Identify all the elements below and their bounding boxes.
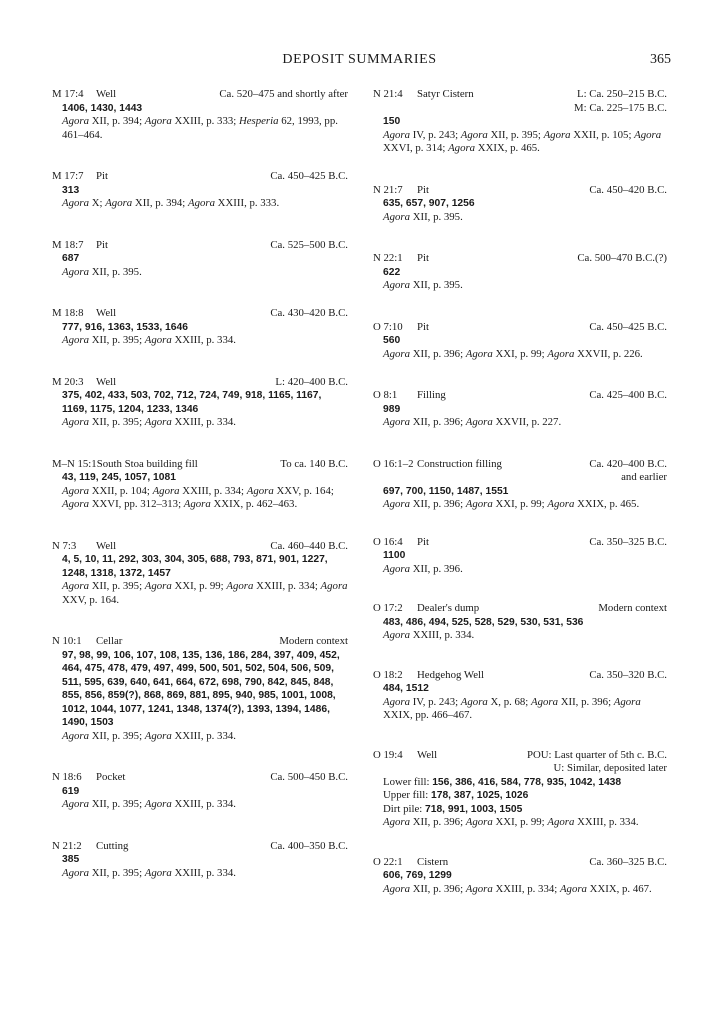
- catalog-numbers: 697, 700, 1150, 1487, 1551: [383, 485, 509, 497]
- catalog-numbers: 777, 916, 1363, 1533, 1646: [62, 321, 188, 333]
- bibliography-refs: Agora XII, p. 395.: [62, 265, 142, 278]
- deposit-header: [52, 88, 348, 102]
- deposit-label: [373, 749, 437, 763]
- deposit-label: [373, 669, 484, 683]
- left-column: [52, 88, 348, 880]
- deposit-label: [52, 239, 108, 253]
- journal-title: Agora: [383, 882, 410, 895]
- deposit-date: Ca. 350–325 B.C.: [589, 535, 667, 548]
- deposit-date: Modern context: [279, 635, 348, 647]
- bibliography-refs: Agora XXII, p. 104; Agora XXIII, p. 334; Agora XXV, p. 164; Agora XXVI, pp. 312–313; Agora XXIX, p. 462–463.: [62, 484, 334, 510]
- deposit-label: [52, 771, 125, 785]
- deposit-header: [52, 458, 348, 472]
- catalog-numbers: 606, 769, 1299: [383, 870, 452, 881]
- deposit-date: Ca. 500–450 B.C.: [270, 771, 348, 783]
- bibliography-refs: Agora XII, p. 396; Agora XXI, p. 99; Agora XXIX, p. 465.: [383, 498, 640, 510]
- catalog-numbers: 43, 119, 245, 1057, 1081: [62, 472, 176, 483]
- deposit-id: O 22:1: [373, 855, 403, 868]
- deposit-type: Satyr Cistern: [417, 88, 474, 100]
- journal-title: Agora: [383, 498, 410, 510]
- catalog-numbers: 1406, 1430, 1443: [62, 102, 143, 114]
- deposit-entry: [373, 856, 667, 897]
- deposit-id: M–N 15:1: [52, 457, 97, 470]
- deposit-header: [373, 88, 667, 115]
- deposit-label: [373, 321, 429, 335]
- deposit-header: [52, 307, 348, 321]
- bibliography-refs: Agora XII, p. 395; Agora XXIII, p. 334.: [62, 416, 236, 428]
- journal-title: Agora: [62, 416, 89, 428]
- deposit-entry: [52, 88, 348, 142]
- deposit-date: Ca. 420–400 B.C. and earlier: [589, 457, 667, 483]
- journal-title: Agora: [62, 580, 89, 592]
- deposit-entry: [52, 540, 348, 608]
- deposit-id: O 16:1–2: [373, 457, 414, 470]
- subfill-line: [383, 776, 667, 790]
- deposit-type: Cistern: [417, 855, 449, 868]
- journal-title: Agora: [383, 816, 410, 828]
- deposit-type: Dealer's dump: [417, 602, 480, 614]
- deposit-type: Construction filling: [417, 457, 502, 470]
- deposit-date: Ca. 350–320 B.C.: [589, 668, 667, 681]
- journal-title: Agora: [320, 580, 348, 592]
- deposit-header: [373, 856, 667, 870]
- bibliography-refs: Agora XII, p. 395.: [383, 279, 463, 291]
- deposit-id: M 20:3: [52, 375, 84, 388]
- journal-title: Agora: [246, 484, 274, 497]
- catalog-numbers: 313: [62, 184, 80, 196]
- journal-title: Agora: [105, 197, 133, 209]
- deposit-header: [52, 239, 348, 253]
- deposit-label: [52, 540, 116, 554]
- deposit-entry: [52, 307, 348, 348]
- deposit-entry: [373, 669, 667, 723]
- catalog-numbers: 622: [383, 266, 401, 278]
- journal-title: Agora: [62, 729, 89, 742]
- bibliography-refs: Agora X; Agora XII, p. 394; Agora XXIII, p. 333.: [62, 197, 280, 209]
- deposit-type: Pit: [417, 183, 430, 196]
- deposit-entry: [373, 602, 667, 643]
- journal-title: Agora: [144, 866, 172, 879]
- deposit-label: [52, 307, 116, 321]
- journal-title: Agora: [62, 798, 89, 810]
- journal-title: Agora: [383, 279, 410, 291]
- journal-title: Agora: [62, 115, 89, 127]
- bibliography-refs: Agora XII, p. 396; Agora XXIII, p. 334; Agora XXIX, p. 467.: [383, 882, 652, 895]
- catalog-numbers: 1100: [383, 550, 406, 561]
- deposit-date: Ca. 460–440 B.C.: [270, 539, 348, 552]
- deposit-id: O 7:10: [373, 320, 403, 333]
- deposit-id: M 17:4: [52, 88, 84, 100]
- bibliography-refs: Agora XII, p. 396; Agora XXVII, p. 227.: [383, 416, 562, 428]
- deposit-entry: [52, 771, 348, 812]
- deposit-label: [373, 252, 429, 266]
- deposit-date: Modern context: [598, 602, 667, 614]
- subfill-label: Lower fill:: [383, 775, 430, 788]
- deposit-type: Cellar: [96, 635, 123, 647]
- deposit-label: [373, 88, 474, 102]
- journal-title: Agora: [634, 128, 662, 141]
- bibliography-refs: Agora XII, p. 395; Agora XXIII, p. 334.: [62, 798, 236, 810]
- right-column: [373, 88, 667, 896]
- journal-title: Agora: [383, 347, 410, 360]
- running-header: [0, 52, 719, 72]
- deposit-label: [373, 856, 448, 870]
- catalog-numbers: 484, 1512: [383, 683, 429, 694]
- deposit-id: M 18:7: [52, 238, 84, 251]
- deposit-type: Filling: [417, 389, 446, 401]
- deposit-type: Well: [96, 88, 117, 100]
- deposit-type: Well: [96, 375, 117, 388]
- deposit-type: Pocket: [96, 771, 126, 783]
- journal-title: Agora: [547, 816, 575, 828]
- subfill-catalog: 178, 387, 1025, 1026: [430, 790, 529, 801]
- deposit-type: Pit: [96, 170, 109, 182]
- deposit-label: [373, 602, 479, 616]
- deposit-date: Ca. 525–500 B.C.: [270, 238, 348, 251]
- running-title: DEPOSIT SUMMARIES: [282, 52, 437, 67]
- deposit-date: To ca. 140 B.C.: [280, 457, 348, 470]
- journal-title: Agora: [383, 695, 410, 708]
- deposit-header: [52, 540, 348, 554]
- bibliography-refs: Agora XII, p. 395; Agora XXIII, p. 334.: [62, 866, 236, 879]
- bibliography-refs: Agora XII, p. 395; Agora XXIII, p. 334.: [62, 729, 236, 742]
- deposit-label: [52, 840, 128, 854]
- journal-title: Agora: [465, 347, 493, 360]
- journal-title: Agora: [144, 798, 172, 810]
- bibliography-refs: Agora XII, p. 396; Agora XXI, p. 99; Agora XXIII, p. 334.: [383, 816, 639, 828]
- subfill-line: [383, 789, 667, 803]
- deposit-entry: [52, 239, 348, 280]
- catalog-numbers: 4, 5, 10, 11, 292, 303, 304, 305, 688, 793, 871, 901, 1227, 1248, 1318, 1372, 1457: [62, 554, 328, 579]
- deposit-label: [52, 635, 122, 649]
- deposit-label: [52, 376, 116, 390]
- journal-title: Agora: [62, 197, 89, 209]
- deposit-entry: [373, 252, 667, 293]
- deposit-date: Ca. 425–400 B.C.: [589, 389, 667, 401]
- journal-title: Agora: [144, 334, 172, 346]
- catalog-numbers: 97, 98, 99, 106, 107, 108, 135, 136, 186, 284, 397, 409, 452, 464, 475, 478, 479, 497, 499, 500, 501, 502, 504, 506, 509, 511, 595, 639, 640, 641, 664, 672, 698, 790, 842, 845, 848, 855, 856, 859(?), 868, 869, 881, 895, 940, 985, 1001, 1008, 1012, 1044, 1077, 1241, 1348, 1374(?), 1393, 1394, 1486, 1490, 1503: [62, 649, 340, 728]
- journal-title: Agora: [62, 484, 89, 497]
- deposit-id: N 10:1: [52, 635, 82, 647]
- deposit-id: O 18:2: [373, 668, 403, 681]
- deposit-entry: [373, 184, 667, 225]
- deposit-id: N 21:7: [373, 183, 403, 196]
- deposit-entry: [52, 376, 348, 430]
- deposit-id: N 18:6: [52, 771, 82, 783]
- deposit-header: [373, 602, 667, 616]
- deposit-date: Ca. 360–325 B.C.: [589, 855, 667, 868]
- catalog-numbers: 687: [62, 253, 80, 264]
- deposit-type: Well: [417, 748, 438, 761]
- deposit-entry: [373, 88, 667, 156]
- journal-title: Agora: [383, 416, 410, 428]
- deposit-label: [52, 170, 108, 184]
- deposit-id: N 22:1: [373, 252, 403, 264]
- subfill-catalog: 156, 386, 416, 584, 778, 935, 1042, 1438: [432, 776, 622, 788]
- deposit-header: [373, 389, 667, 403]
- deposit-header: [52, 840, 348, 854]
- journal-title: Hesperia: [238, 115, 279, 127]
- deposit-label: [52, 88, 116, 102]
- deposit-type: Well: [96, 539, 117, 552]
- bibliography-refs: Agora IV, p. 243; Agora XII, p. 395; Agora XXII, p. 105; Agora XXVI, p. 314; Agora XXIX, p. 465.: [383, 128, 662, 154]
- deposit-entry: [52, 840, 348, 881]
- deposit-type: Well: [96, 307, 117, 319]
- deposit-header: [52, 170, 348, 184]
- journal-title: Agora: [465, 498, 493, 510]
- bibliography-refs: Agora XII, p. 396.: [383, 562, 463, 575]
- deposit-date: POU: Last quarter of 5th c. B.C. U: Similar, deposited later: [526, 748, 667, 774]
- subfill-line: [383, 803, 667, 817]
- catalog-numbers: 619: [62, 785, 80, 797]
- deposit-header: [373, 536, 667, 550]
- deposit-id: N 21:4: [373, 88, 403, 100]
- deposit-date: Ca. 400–350 B.C.: [270, 839, 348, 852]
- deposit-label: [373, 458, 502, 472]
- deposit-label: [373, 184, 429, 198]
- deposit-id: O 16:4: [373, 535, 403, 548]
- journal-title: Agora: [531, 695, 558, 708]
- bibliography-refs: Agora XII, p. 395.: [383, 210, 463, 223]
- deposit-header: [373, 669, 667, 683]
- bibliography-refs: Agora IV, p. 243; Agora X, p. 68; Agora XII, p. 396; Agora XXIX, pp. 466–467.: [383, 695, 641, 721]
- journal-title: Agora: [547, 347, 575, 360]
- deposit-date: Ca. 520–475 and shortly after: [219, 88, 348, 100]
- journal-title: Agora: [383, 629, 410, 641]
- bibliography-refs: Agora XII, p. 394; Agora XXIII, p. 333; Hesperia 62, 1993, pp. 461–464.: [62, 115, 338, 141]
- journal-title: Agora: [383, 562, 410, 575]
- deposit-id: M 18:8: [52, 307, 84, 319]
- deposit-date: Ca. 450–420 B.C.: [589, 183, 667, 196]
- journal-title: Agora: [226, 580, 254, 592]
- journal-title: Agora: [144, 416, 172, 428]
- journal-title: Agora: [152, 484, 180, 497]
- page-number: 365: [650, 52, 671, 67]
- journal-title: Agora: [460, 695, 488, 708]
- deposit-entry: [373, 458, 667, 512]
- journal-title: Agora: [62, 498, 89, 510]
- subfill-label: Upper fill:: [383, 789, 429, 801]
- journal-title: Agora: [559, 882, 587, 895]
- deposit-id: N 21:2: [52, 839, 82, 852]
- deposit-type: Cutting: [96, 839, 129, 852]
- deposit-type: Pit: [417, 320, 430, 333]
- journal-title: Agora: [465, 882, 493, 895]
- deposit-entry: [373, 321, 667, 362]
- catalog-numbers: 385: [62, 854, 80, 865]
- deposit-header: [373, 252, 667, 266]
- journal-title: Agora: [383, 128, 410, 141]
- journal-title: Agora: [465, 416, 493, 428]
- bibliography-refs: Agora XII, p. 395; Agora XXI, p. 99; Agora XXIII, p. 334; Agora XXV, p. 164.: [62, 580, 348, 606]
- bibliography-refs: Agora XII, p. 396; Agora XXI, p. 99; Agora XXVII, p. 226.: [383, 347, 643, 360]
- journal-title: Agora: [144, 729, 172, 742]
- catalog-numbers: 560: [383, 335, 401, 346]
- deposit-date: Ca. 450–425 B.C.: [270, 170, 348, 182]
- deposit-date: Ca. 450–425 B.C.: [589, 320, 667, 333]
- journal-title: Agora: [543, 128, 571, 141]
- catalog-numbers: 375, 402, 433, 503, 702, 712, 724, 749, 918, 1165, 1167, 1169, 1175, 1204, 1233, 1346: [62, 390, 322, 415]
- deposit-id: O 17:2: [373, 602, 403, 614]
- deposit-header: [373, 321, 667, 335]
- deposit-id: M 17:7: [52, 170, 84, 182]
- journal-title: Agora: [62, 265, 89, 278]
- journal-title: Agora: [62, 866, 89, 879]
- deposit-header: [52, 635, 348, 649]
- deposit-entry: [373, 749, 667, 830]
- catalog-numbers: 150: [383, 116, 401, 127]
- deposit-entry: [373, 389, 667, 430]
- deposit-id: O 8:1: [373, 389, 398, 401]
- journal-title: Agora: [613, 695, 641, 708]
- deposit-date: L: 420–400 B.C.: [275, 375, 348, 388]
- catalog-numbers: 635, 657, 907, 1256: [383, 198, 475, 209]
- deposit-date: Ca. 500–470 B.C.(?): [577, 252, 667, 264]
- deposit-id: O 19:4: [373, 748, 403, 761]
- catalog-numbers: 483, 486, 494, 525, 528, 529, 530, 531, 536: [383, 616, 584, 628]
- deposit-label: [373, 536, 429, 550]
- deposit-id: N 7:3: [52, 539, 77, 552]
- deposit-header: [373, 458, 667, 485]
- journal-title: Agora: [187, 197, 215, 209]
- deposit-type: Pit: [417, 252, 430, 264]
- subfill-label: Dirt pile:: [383, 802, 423, 815]
- bibliography-refs: Agora XXIII, p. 334.: [383, 629, 475, 641]
- journal-title: Agora: [383, 210, 410, 223]
- journal-title: Agora: [144, 580, 172, 592]
- deposit-entry: [52, 458, 348, 512]
- deposit-type: Pit: [96, 238, 109, 251]
- journal-title: Agora: [465, 816, 493, 828]
- deposit-entry: [52, 635, 348, 743]
- deposit-header: [373, 184, 667, 198]
- deposit-header: [52, 771, 348, 785]
- journal-title: Agora: [460, 128, 488, 141]
- catalog-numbers: 989: [383, 403, 401, 415]
- deposit-type: South Stoa building fill: [96, 457, 198, 470]
- deposit-entry: [373, 536, 667, 577]
- journal-title: Agora: [547, 498, 575, 510]
- deposit-header: [373, 749, 667, 776]
- deposit-label: [373, 389, 446, 403]
- subfill-catalog: 718, 991, 1003, 1505: [424, 803, 523, 815]
- bibliography-refs: Agora XII, p. 395; Agora XXIII, p. 334.: [62, 334, 236, 346]
- journal-title: Agora: [448, 142, 476, 154]
- deposit-label: [52, 458, 198, 472]
- journal-title: Agora: [62, 334, 89, 346]
- deposit-type: Pit: [417, 535, 430, 548]
- journal-title: Agora: [183, 498, 211, 510]
- deposit-date: L: Ca. 250–215 B.C. M: Ca. 225–175 B.C.: [574, 88, 667, 114]
- deposit-type: Hedgehog Well: [417, 668, 484, 681]
- deposit-date: Ca. 430–420 B.C.: [270, 307, 348, 319]
- deposit-header: [52, 376, 348, 390]
- journal-title: Agora: [144, 115, 172, 127]
- deposit-entry: [52, 170, 348, 211]
